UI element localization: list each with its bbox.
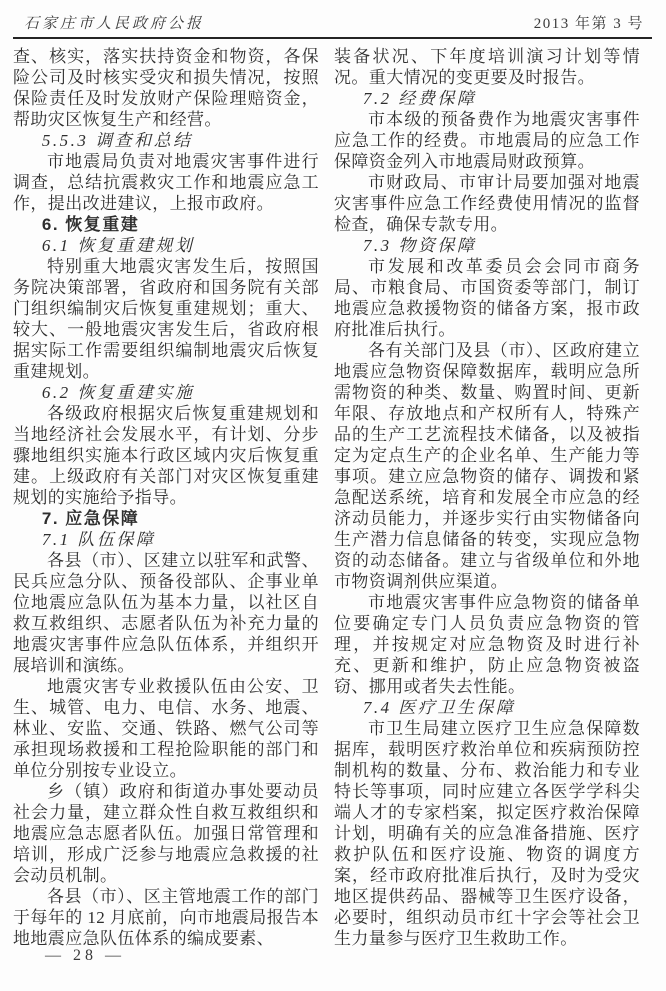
section-heading: 7. 应急保障	[41, 509, 140, 528]
page-header	[0, 0, 666, 33]
paragraph: 装备状况、下年度培训演习计划等情况。重大情况的变更要及时报告。	[334, 47, 640, 87]
paragraph: 各有关部门及县（市）、区政府建立地震应急物资保障数据库，载明应急所需物资的种类、数量、购置时间、更新年限、存放地点和产权所有人，特殊产品的生产工艺流程技术储备，以及被指定为定点生产的企业名单、生产能力等事项。建立应急物资的储存、调拨和紧急配送系统，培育和发展全市应急的经济动员能力，并逐步实行由实物储备向生产潜力信息储备的转变，实现应急物资的动态储备。建立与省级单位和外地市物资调剂供应渠道。	[334, 341, 640, 591]
column-right	[334, 46, 640, 949]
paragraph: 地震灾害专业救援队伍由公安、卫生、城管、电力、电信、水务、地震、林业、安监、交通、铁路、燃气公司等承担现场救援和工程抢险职能的部门和单位分别按专业设立。	[13, 677, 319, 780]
subsection-heading: 7.1 队伍保障	[41, 530, 156, 549]
subsection-heading: 6.1 恢复重建规划	[41, 236, 195, 255]
subsection-heading: 7.4 医疗卫生保障	[362, 698, 516, 717]
subsection-heading: 7.2 经费保障	[362, 89, 477, 108]
paragraph: 市发展和改革委员会会同市商务局、市粮食局、市国资委等部门，制订地震应急救援物资的储备方案，报市政府批准后执行。	[334, 257, 640, 339]
subsection-heading: 5.5.3 调查和总结	[41, 131, 193, 150]
paragraph: 市卫生局建立医疗卫生应急保障数据库，载明医疗救治单位和疾病预防控制机构的数量、分布、救治能力和专业特长等事项，同时应建立各医学学科尖端人才的专家档案，拟定医疗救治保障计划，明确有关的应急准备措施、医疗救护队伍和医疗设施、物资的调度方案，经市政府批准后执行，及时为受灾地区提供药品、器械等卫生医疗设备，必要时，组织动员市红十字会等社会卫生力量参与医疗卫生救助工作。	[334, 719, 640, 948]
issue-number: 2013 年第 3 号	[533, 16, 644, 32]
document-body	[0, 39, 666, 949]
paragraph: 乡（镇）政府和街道办事处要动员社会力量，建立群众性自救互救组织和地震应急志愿者队伍。加强日常管理和培训，形成广泛参与地震应急救援的社会动员机制。	[13, 782, 319, 885]
paragraph: 查、核实，落实扶持资金和物资，各保险公司及时核实受灾和损失情况，按照保险责任及时发放财产保险理赔资金，帮助灾区恢复生产和经营。	[13, 47, 319, 129]
subsection-heading: 7.3 物资保障	[362, 236, 477, 255]
section-heading: 6. 恢复重建	[41, 215, 140, 234]
paragraph: 市地震灾害事件应急物资的储备单位要确定专门人员负责应急物资的管理，并按规定对应急物资及时进行补充、更新和维护，防止应急物资被盗窃、挪用或者失去性能。	[334, 593, 640, 696]
paragraph: 各级政府根据灾后恢复重建规划和当地经济社会发展水平，有计划、分步骤地组织实施本行政区域内灾后恢复重建。上级政府有关部门对灾区恢复重建规划的实施给予指导。	[13, 404, 319, 507]
gazette-title: 石家庄市人民政府公报	[24, 16, 205, 32]
paragraph: 各县（市）、区建立以驻军和武警、民兵应急分队、预备役部队、企事业单位地震应急队伍为基本力量，以社区自救互救组织、志愿者队伍为补充力量的地震灾害事件应急队伍体系，并组织开展培训和演练。	[13, 551, 319, 675]
paragraph: 市本级的预备费作为地震灾害事件应急工作的经费。市地震局的应急工作保障资金列入市地震局财政预算。	[334, 110, 640, 171]
paragraph: 各县（市）、区主管地震工作的部门于每年的 12 月底前，向市地震局报告本地地震应急队伍体系的编成要素、	[13, 887, 319, 948]
column-left	[13, 46, 319, 949]
paragraph: 特别重大地震灾害发生后，按照国务院决策部署，省政府和国务院有关部门组织编制灾后恢复重建规划；重大、较大、一般地震灾害发生后，省政府根据实际工作需要组织编制地震灾后恢复重建规划。	[13, 257, 319, 381]
subsection-heading: 6.2 恢复重建实施	[41, 383, 195, 402]
page-footer	[45, 947, 125, 965]
paragraph: 市地震局负责对地震灾害事件进行调查，总结抗震救灾工作和地震应急工作，提出改进建议，上报市政府。	[13, 152, 319, 213]
page-number: — 28 —	[45, 947, 125, 964]
paragraph: 市财政局、市审计局要加强对地震灾害事件应急工作经费使用情况的监督检查，确保专款专用。	[334, 173, 640, 234]
